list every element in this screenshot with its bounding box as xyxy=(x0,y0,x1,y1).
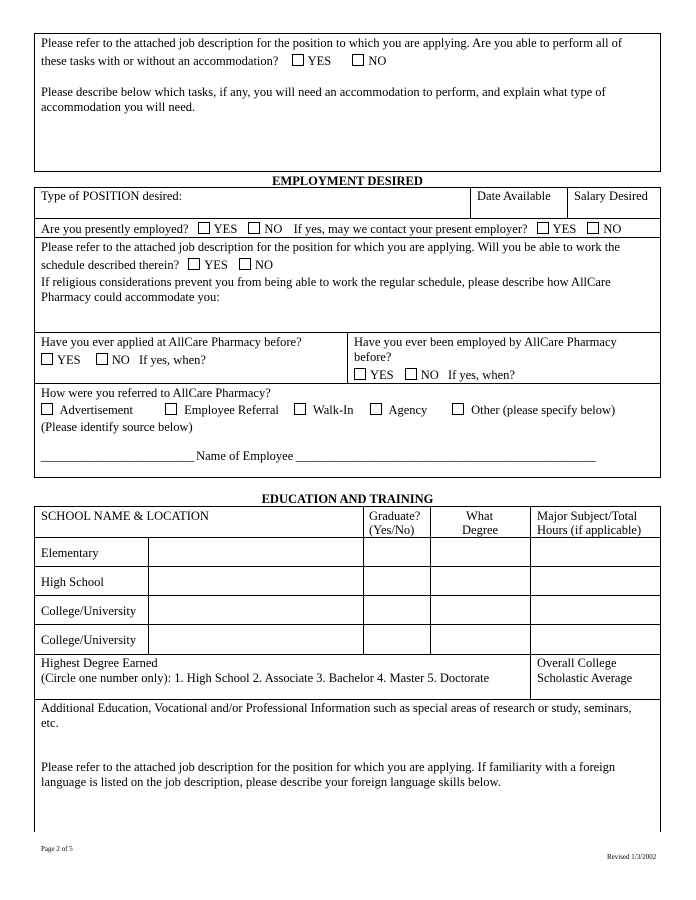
accommodation-describe-line2: accommodation you will need. xyxy=(41,100,196,114)
schedule-no-option[interactable]: NO xyxy=(239,258,273,272)
checkbox[interactable] xyxy=(239,258,251,270)
employed-before-no-option[interactable]: NO xyxy=(405,368,439,382)
presently-employed-row: Are you presently employed? YES NO If yes, may we contact your present employer? YES NO xyxy=(41,222,622,236)
checkbox[interactable] xyxy=(248,222,260,234)
table-row-label: High School xyxy=(41,575,104,589)
checkbox[interactable] xyxy=(370,403,382,415)
accommodation-question-line1: Please refer to the attached job description for the position to which you are applying. Are you able to perform all of xyxy=(41,36,623,50)
divider xyxy=(34,537,661,538)
referral-other-option[interactable]: Other (please specify below) xyxy=(452,403,615,419)
checkbox[interactable] xyxy=(188,258,200,270)
accommodation-yes-option[interactable]: YES xyxy=(292,54,332,68)
checkbox[interactable] xyxy=(292,54,304,66)
schedule-question-line1: Please refer to the attached job description for the position for which you are applying. Will you be able to work the xyxy=(41,240,620,254)
identify-source-label: (Please identify source below) xyxy=(41,420,193,434)
divider xyxy=(34,383,661,384)
position-desired-label: Type of POSITION desired: xyxy=(41,189,183,203)
accommodation-no-option[interactable]: NO xyxy=(352,54,386,68)
referral-agency-option[interactable]: Agency xyxy=(370,403,427,419)
employed-before-options: YES NO If yes, when? xyxy=(354,368,515,384)
revised-date: Revised 1/3/2002 xyxy=(607,853,657,861)
referral-employee-option[interactable]: Employee Referral xyxy=(165,403,279,419)
employed-before-yes-option[interactable]: YES xyxy=(354,368,394,382)
checkbox[interactable] xyxy=(537,222,549,234)
checkbox[interactable] xyxy=(587,222,599,234)
foreign-language-line1: Please refer to the attached job description for the position for which you are applying. If familiarity with a foreign xyxy=(41,760,616,774)
employed-before-question-line1: Have you ever been employed by AllCare Pharmacy xyxy=(354,335,617,349)
checkbox[interactable] xyxy=(41,353,53,365)
checkbox[interactable] xyxy=(41,403,53,415)
divider xyxy=(34,237,661,238)
checkbox[interactable] xyxy=(294,403,306,415)
divider xyxy=(34,624,661,625)
additional-education-line1: Additional Education, Vocational and/or Professional Information such as special areas of research or study, seminars, xyxy=(41,701,632,715)
scholastic-average-line2: Scholastic Average xyxy=(537,671,633,685)
schedule-yes-option[interactable]: YES xyxy=(188,258,228,272)
divider xyxy=(430,506,431,654)
applied-no-option[interactable]: NO xyxy=(96,353,130,367)
highest-degree-line1: Highest Degree Earned xyxy=(41,656,158,670)
employed-no-option[interactable]: NO xyxy=(248,222,282,236)
major-header-line1: Major Subject/Total xyxy=(537,509,638,523)
divider xyxy=(34,566,661,567)
education-heading: EDUCATION AND TRAINING xyxy=(261,492,434,506)
additional-education-line2: etc. xyxy=(41,716,59,730)
divider xyxy=(347,332,348,383)
degree-header-line1: What xyxy=(466,509,494,523)
accommodation-describe-line1: Please describe below which tasks, if any, you will need an accommodation to perform, and explain what type of xyxy=(41,85,606,99)
checkbox[interactable] xyxy=(352,54,364,66)
contact-no-option[interactable]: NO xyxy=(587,222,621,236)
scholastic-average-line1: Overall College xyxy=(537,656,617,670)
employed-before-question-line2: before? xyxy=(354,350,392,364)
checkbox[interactable] xyxy=(165,403,177,415)
salary-desired-label: Salary Desired xyxy=(574,189,648,203)
divider xyxy=(470,187,471,218)
applied-yes-option[interactable]: YES xyxy=(41,353,81,367)
divider xyxy=(530,506,531,699)
divider xyxy=(34,654,661,655)
divider xyxy=(34,595,661,596)
religious-line1: If religious considerations prevent you from being able to work the regular schedule, please describe how AllCare xyxy=(41,275,611,289)
page-number: Page 2 of 5 xyxy=(41,845,73,853)
applied-before-options: YES NO If yes, when? xyxy=(41,353,206,369)
school-name-header: SCHOOL NAME & LOCATION xyxy=(41,509,209,523)
employment-desired-heading: EMPLOYMENT DESIRED xyxy=(272,174,423,188)
contact-yes-option[interactable]: YES xyxy=(537,222,577,236)
referral-walkin-option[interactable]: Walk-In xyxy=(294,403,354,419)
name-of-employee-row[interactable]: ___________________________ Name of Employee _____________________________________________________ xyxy=(41,449,596,463)
checkbox[interactable] xyxy=(198,222,210,234)
accommodation-question-line2: these tasks with or without an accommodation? YES NO xyxy=(41,54,387,68)
referral-question: How were you referred to AllCare Pharmacy? xyxy=(41,386,271,400)
foreign-language-line2: language is listed on the job description, please describe your foreign language skills below. xyxy=(41,775,501,789)
highest-degree-line2[interactable]: (Circle one number only): 1. High School 2. Associate 3. Bachelor 4. Master 5. Doctorate xyxy=(41,671,490,685)
table-row-label: College/University xyxy=(41,604,137,618)
checkbox[interactable] xyxy=(452,403,464,415)
graduate-header-line2: (Yes/No) xyxy=(369,523,415,537)
divider xyxy=(34,699,661,700)
checkbox[interactable] xyxy=(96,353,108,365)
date-available-label: Date Available xyxy=(477,189,551,203)
divider xyxy=(567,187,568,218)
schedule-question-line2: schedule described therein? YES NO xyxy=(41,258,274,272)
table-row-label: Elementary xyxy=(41,546,99,560)
divider xyxy=(363,506,364,654)
religious-line2: Pharmacy could accommodate you: xyxy=(41,290,220,304)
table-row-label: College/University xyxy=(41,633,137,647)
employed-yes-option[interactable]: YES xyxy=(198,222,238,236)
degree-header-line2: Degree xyxy=(462,523,499,537)
divider xyxy=(34,218,661,219)
graduate-header-line1: Graduate? xyxy=(369,509,421,523)
applied-before-question: Have you ever applied at AllCare Pharmacy before? xyxy=(41,335,302,349)
checkbox[interactable] xyxy=(354,368,366,380)
checkbox[interactable] xyxy=(405,368,417,380)
referral-advertisement-option[interactable]: Advertisement xyxy=(41,403,133,419)
major-header-line2: Hours (if applicable) xyxy=(537,523,642,537)
